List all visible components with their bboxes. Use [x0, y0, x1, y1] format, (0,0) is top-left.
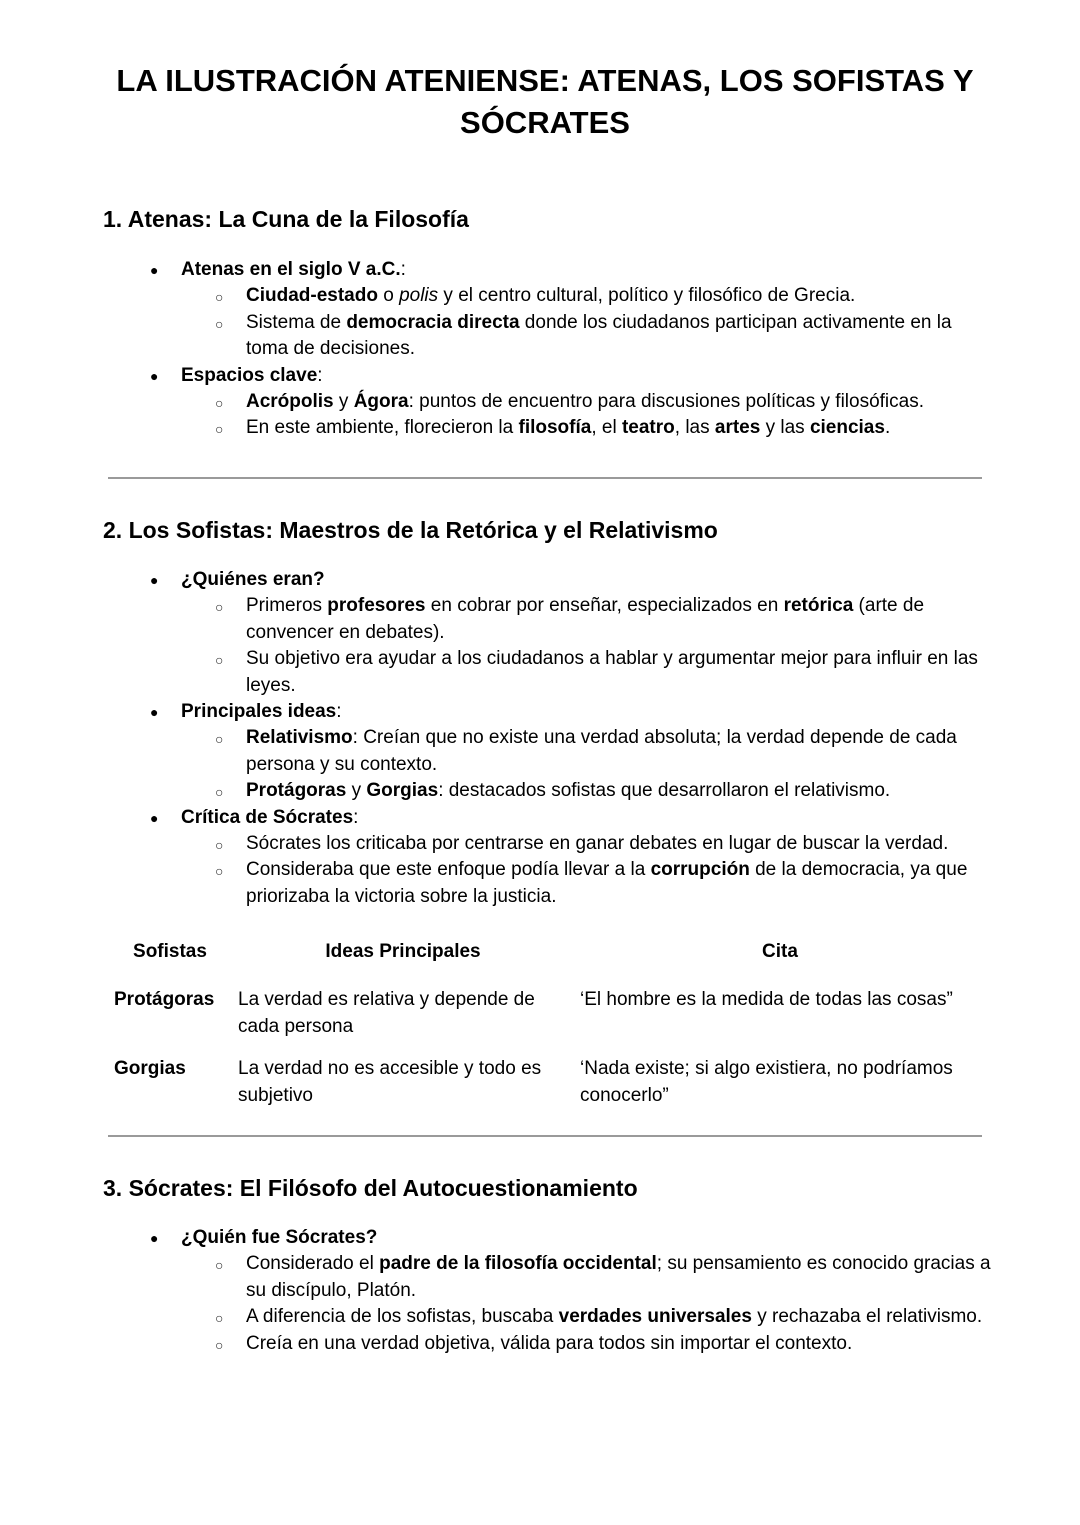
bold-text: Acrópolis: [246, 391, 334, 413]
table-cell-cita: ‘El hombre es la medida de todas las cosas”: [580, 989, 953, 1011]
bullet-filled-icon: ●: [150, 262, 159, 278]
bold-text: profesores: [327, 595, 426, 617]
text: y: [333, 391, 354, 413]
sub-list: [181, 283, 1000, 362]
bullet-hollow-icon: ○: [215, 1310, 224, 1327]
text: y las: [760, 417, 810, 439]
list-item-label-suffix: :: [336, 701, 342, 723]
list-item-label: ¿Quién fue Sócrates?: [181, 1227, 378, 1248]
table-cell-idea: La verdad es relativa y depende de cada persona: [238, 989, 535, 1037]
sub-list: [181, 725, 1000, 804]
text: y: [346, 780, 367, 802]
bullet-hollow-icon: ○: [215, 863, 224, 880]
text: En este ambiente, florecieron la: [246, 417, 519, 439]
text: A diferencia de los sofistas, buscaba: [246, 1306, 559, 1328]
table-cell-idea: La verdad no es accesible y todo es subjetivo: [238, 1058, 542, 1106]
text: , el: [591, 417, 622, 439]
text: : puntos de encuentro para discusiones políticas y filosóficas.: [408, 391, 924, 413]
sub-list-item: [215, 1251, 991, 1304]
sub-list-item: [215, 725, 991, 778]
section-divider: [108, 477, 982, 479]
bold-text: Relativismo: [246, 727, 353, 749]
text: Su objetivo era ayudar a los ciudadanos a hablar y argumentar mejor para influir en las leyes.: [246, 648, 978, 696]
list-item-label-suffix: :: [353, 806, 359, 828]
sub-list: [181, 389, 1000, 442]
sub-list-item: [215, 831, 991, 857]
text: Sistema de: [246, 311, 347, 333]
text: en cobrar por enseñar, especializados en: [425, 595, 784, 617]
bullet-filled-icon: ●: [150, 367, 159, 384]
bullet-hollow-icon: ○: [215, 784, 224, 801]
document-title: LA ILUSTRACIÓN ATENIENSE: ATENAS, LOS SOFISTAS Y SÓCRATES: [116, 63, 974, 140]
sub-list-item: [215, 310, 991, 363]
bullet-hollow-icon: ○: [215, 731, 224, 748]
text: Creía en una verdad objetiva, válida para todos sin importar el contexto.: [246, 1332, 853, 1354]
section-divider: [108, 1135, 982, 1137]
sub-list: [181, 1251, 1000, 1357]
bullet-hollow-icon: ○: [215, 289, 224, 306]
text: ; su pensamiento es conocido gracias a su discípulo, Platón.: [246, 1253, 991, 1301]
bullet-filled-icon: ●: [150, 704, 159, 721]
table-cell-sofista: Protágoras: [114, 989, 215, 1011]
sofistas-table: [108, 935, 986, 1121]
bullet-filled-icon: ●: [150, 572, 159, 588]
bold-text: Ciudad-estado: [246, 285, 378, 307]
text: : Creían que no existe una verdad absoluta; la verdad depende de cada persona y su contexto.: [246, 727, 957, 775]
text: y rechazaba el relativismo.: [751, 1306, 983, 1328]
list-item: [0, 257, 1000, 363]
sub-list-item: [215, 857, 991, 910]
text: donde los ciudadanos participan activamente en la toma de decisiones.: [246, 311, 952, 360]
list-item: [0, 363, 1000, 442]
section-list-atenas: [0, 257, 1000, 442]
bold-text: retórica: [783, 595, 854, 617]
bold-text: artes: [714, 417, 761, 439]
section-heading-socrates: 3. Sócrates: El Filósofo del Autocuestionamiento: [103, 1175, 638, 1201]
list-item: [0, 1225, 1000, 1357]
bullet-filled-icon: ●: [150, 1230, 159, 1246]
section-heading-sofistas: 2. Los Sofistas: Maestros de la Retórica y el Relativismo: [103, 517, 718, 543]
bold-text: Ágora: [353, 391, 409, 413]
text: Consideraba que este enfoque podía llevar a la: [246, 859, 651, 881]
sub-list-item: [215, 778, 991, 804]
bold-text: padre de la filosofía occidental: [379, 1253, 657, 1275]
text: y el centro cultural, político y filosófico de Grecia.: [438, 285, 856, 307]
sub-list-item: [215, 646, 991, 699]
bullet-hollow-icon: ○: [215, 837, 224, 854]
text: Primeros: [246, 595, 328, 617]
sub-list-item: [215, 593, 991, 646]
sub-list: [181, 831, 1000, 910]
text: : destacados sofistas que desarrollaron el relativismo.: [438, 780, 891, 802]
bullet-hollow-icon: ○: [215, 315, 224, 332]
list-item-label: Espacios clave: [181, 364, 318, 386]
bold-text: filosofía: [518, 417, 592, 439]
table-header-cita: Cita: [762, 941, 798, 962]
sub-list-item: [215, 389, 991, 415]
bold-text: Gorgias: [366, 780, 439, 802]
text: o: [377, 285, 400, 307]
bold-text: democracia directa: [346, 311, 520, 333]
list-item: [0, 805, 1000, 911]
list-item-label: Principales ideas: [181, 701, 337, 723]
list-item-label-suffix: :: [400, 259, 406, 280]
text: .: [884, 417, 891, 439]
list-item-label: Atenas en el siglo V a.C.: [181, 259, 401, 280]
bold-text: verdades universales: [558, 1306, 752, 1328]
bold-text: corrupción: [650, 859, 750, 881]
text: , las: [674, 417, 715, 439]
table-header-ideas: Ideas Principales: [325, 941, 481, 962]
list-item: [0, 699, 1000, 805]
bullet-hollow-icon: ○: [215, 599, 224, 616]
bullet-hollow-icon: ○: [215, 652, 224, 669]
table-header-row: [108, 935, 986, 983]
table-header-sofistas: Sofistas: [133, 941, 207, 962]
bold-text: ciencias: [809, 417, 885, 439]
table-row: [108, 1052, 986, 1121]
section-heading-atenas: 1. Atenas: La Cuna de la Filosofía: [103, 206, 469, 232]
text: Sócrates los criticaba por centrarse en ganar debates en lugar de buscar la verdad.: [246, 833, 949, 855]
bullet-hollow-icon: ○: [215, 1336, 224, 1353]
sub-list: [181, 593, 1000, 699]
bold-text: teatro: [621, 417, 675, 439]
list-item-label: Crítica de Sócrates: [181, 806, 354, 828]
list-item: [0, 567, 1000, 699]
text: (arte de convencer en debates).: [246, 595, 925, 643]
section-list-sofistas: [0, 567, 1000, 910]
text: de la democracia, ya que priorizaba la victoria sobre la justicia.: [246, 859, 968, 907]
table-cell-sofista: Gorgias: [114, 1058, 186, 1080]
bullet-hollow-icon: ○: [215, 421, 224, 438]
italic-text: polis: [399, 285, 439, 307]
list-item-label-suffix: :: [317, 364, 323, 386]
sub-list-item: [215, 415, 991, 441]
bullet-hollow-icon: ○: [215, 395, 224, 412]
sub-list-item: [215, 1304, 991, 1330]
section-list-socrates: [0, 1225, 1000, 1357]
sub-list-item: [215, 283, 991, 309]
table-cell-cita: ‘Nada existe; si algo existiera, no podríamos conocerlo”: [580, 1058, 953, 1106]
bullet-hollow-icon: ○: [215, 1257, 224, 1274]
sub-list-item: [215, 1331, 991, 1357]
bullet-filled-icon: ●: [150, 809, 159, 826]
list-item-label: ¿Quiénes eran?: [181, 569, 325, 590]
table-row: [108, 983, 986, 1052]
text: Considerado el: [246, 1253, 380, 1275]
bold-text: Protágoras: [246, 780, 347, 802]
